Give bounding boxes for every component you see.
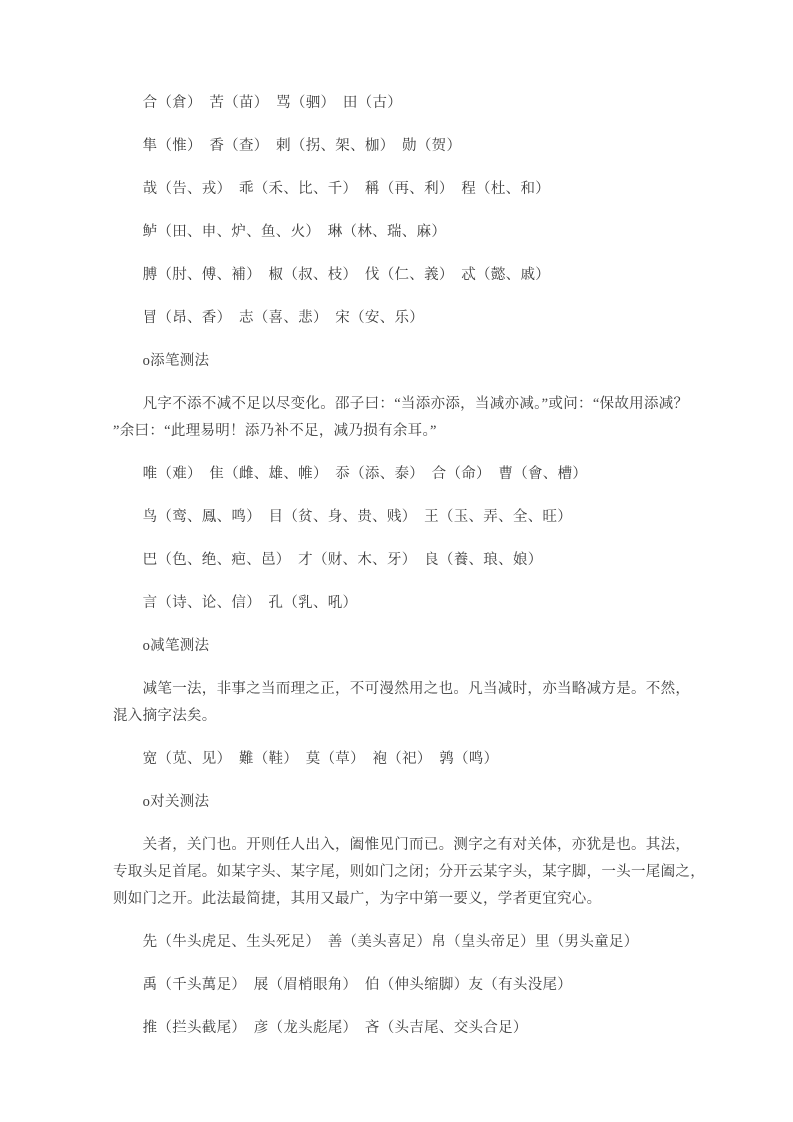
paragraph-line: 则如门之开。此法最简捷，其用又最广，为字中第一要义，学者更宜究心。 [113, 891, 602, 907]
paragraph-line: 关者，关门也。开则任人出入，阖惟见门而已。测字之有对关体，亦犹是也。其法， [113, 837, 691, 853]
paragraph-line: ”余曰：“此理易明！添乃补不足，减乃损有余耳。” [113, 423, 437, 439]
char-list-line: 冒（昂、香） 志（喜、悲） 宋（安、乐） [113, 310, 425, 326]
char-list-line: 推（拦头截尾） 彦（龙头彪尾） 吝（头吉尾、交头合足） [113, 1020, 528, 1036]
section-title: o添笔测法 [113, 353, 210, 369]
char-list-line: 巴（色、绝、疤、邑） 才（财、木、牙） 良（養、琅、娘） [113, 552, 543, 568]
char-list-line: 鲈（田、申、炉、鱼、火） 琳（林、瑞、麻） [113, 224, 447, 240]
char-list-line: 鸟（鸾、鳳、鸣） 目（贫、身、贵、贱） 王（玉、弄、全、旺） [113, 509, 573, 525]
char-list-line: 禹（千头萬足） 展（眉梢眼角） 伯（伸头缩脚）友（有头没尾） [113, 977, 573, 993]
char-list-line: 先（牛头虎足、生头死足） 善（美头喜足）帛（皇头帝足）里（男头童足） [113, 934, 639, 950]
paragraph-line: 凡字不添不减不足以尽变化。邵子曰：“当添亦添，当减亦减。”或问：“保故用添减？ [113, 396, 689, 412]
paragraph-line: 专取头足首尾。如某字头、某字尾，则如门之闭；分开云某字头，某字脚，一头一尾阖之， [113, 864, 705, 880]
char-list-line: 宽（苋、见） 難（鞋） 莫（草） 袍（祀） 鹑（鸣） [113, 751, 499, 767]
char-list-line: 隼（惟） 香（查） 剌（拐、架、枷） 勋（贺） [113, 138, 462, 154]
paragraph-line: 混入摘字法矣。 [113, 708, 217, 724]
char-list-line: 唯（难） 隹（雌、雄、帷） 忝（添、泰） 合（命） 曹（會、槽） [113, 466, 588, 482]
char-list-line: 哉（告、戎） 乖（禾、比、千） 稱（再、利） 程（杜、和） [113, 181, 551, 197]
char-list-line: 言（诗、论、信） 孔（乳、吼） [113, 595, 358, 611]
section-title: o减笔测法 [113, 638, 210, 654]
paragraph-line: 减笔一法，非事之当而理之正，不可漫然用之也。凡当减时，亦当略减方是。不然， [113, 681, 691, 697]
char-list-line: 合（倉） 苦（苗） 骂（驷） 田（古） [113, 95, 403, 111]
char-list-line: 膊（肘、傅、補） 椒（叔、枝） 伐（仁、義） 忒（懿、戚） [113, 267, 551, 283]
section-title: o对关测法 [113, 794, 210, 810]
